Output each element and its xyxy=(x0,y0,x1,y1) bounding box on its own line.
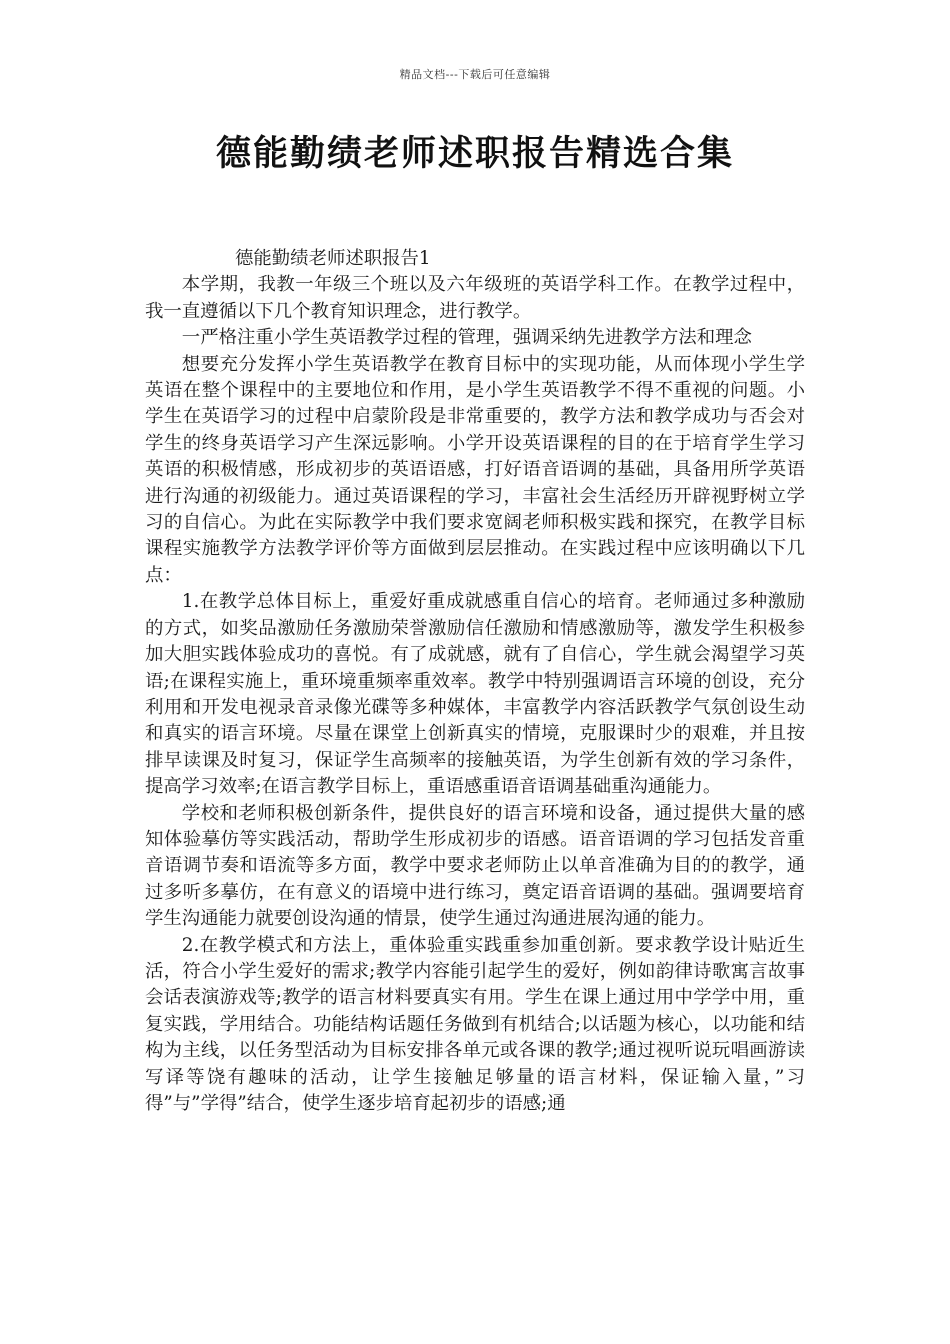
paragraph: 2.在教学模式和方法上，重体验重实践重参加重创新。要求教学设计贴近生活，符合小学生爱好的需求;教学内容能引起学生的爱好，例如韵律诗歌寓言故事会话表演游戏等;教学的语言材料要真实有用。学生在课上通过用中学学中用，重复实践，学用结合。功能结构话题任务做到有机结合;以话题为核心，以功能和结构为主线，以任务型活动为目标安排各单元或各课的教学;通过视听说玩唱画游读写译等饶有趣味的活动，让学生接触足够量的语言材料，保证输入量，”习得”与”学得”结合，使学生逐步培育起初步的语感;通 xyxy=(145,934,805,1114)
header-note: 精品文档---下载后可任意编辑 xyxy=(399,68,551,81)
document-body xyxy=(145,246,805,1117)
paragraph: 想要充分发挥小学生英语教学在教育目标中的实现功能，从而体现小学生学英语在整个课程中的主要地位和作用，是小学生英语教学不得不重视的问题。小学生在英语学习的过程中启蒙阶段是非常重要的，教学方法和教学成功与否会对学生的终身英语学习产生深远影响。小学开设英语课程的目的在于培育学生学习英语的积极情感，形成初步的英语语感，打好语音语调的基础，具备用所学英语进行沟通的初级能力。通过英语课程的学习，丰富社会生活经历开辟视野树立学习的自信心。为此在实际教学中我们要求宽阔老师积极实践和探究，在教学目标课程实施教学方法教学评价等方面做到层层推动。在实践过程中应该明确以下几点： xyxy=(145,353,805,586)
paragraph: 本学期，我教一年级三个班以及六年级班的英语学科工作。在教学过程中，我一直遵循以下几个教育知识理念，进行教学。 xyxy=(145,274,805,322)
document-title: 德能勤绩老师述职报告精选合集 xyxy=(215,134,734,174)
section-title: 德能勤绩老师述职报告1 xyxy=(235,248,431,269)
paragraph: 学校和老师积极创新条件，提供良好的语言环境和设备，通过提供大量的感知体验摹仿等实践活动，帮助学生形成初步的语感。语音语调的学习包括发音重音语调节奏和语流等多方面，教学中要求老师防止以单音准确为目的的教学，通过多听多摹仿，在有意义的语境中进行练习，奠定语音语调的基础。强调要培育学生沟通能力就要创设沟通的情景，使学生通过沟通进展沟通的能力。 xyxy=(145,802,805,930)
paragraph: 1.在教学总体目标上，重爱好重成就感重自信心的培育。老师通过多种激励的方式，如奖品激励任务激励荣誉激励信任激励和情感激励等，激发学生积极参加大胆实践体验成功的喜悦。有了成就感，就有了自信心，学生就会渴望学习英语;在课程实施上，重环境重频率重效率。教学中特别强调语言环境的创设，充分利用和开发电视录音录像光碟等多种媒体，丰富教学内容活跃教学气氛创设生动和真实的语言环境。尽量在课堂上创新真实的情境，克服课时少的艰难，并且按排早读课及时复习，保证学生高频率的接触英语，为学生创新有效的学习条件，提高学习效率;在语言教学目标上，重语感重语音语调基础重沟通能力。 xyxy=(145,591,805,798)
paragraph: 一严格注重小学生英语教学过程的管理，强调采纳先进教学方法和理念 xyxy=(181,327,752,349)
